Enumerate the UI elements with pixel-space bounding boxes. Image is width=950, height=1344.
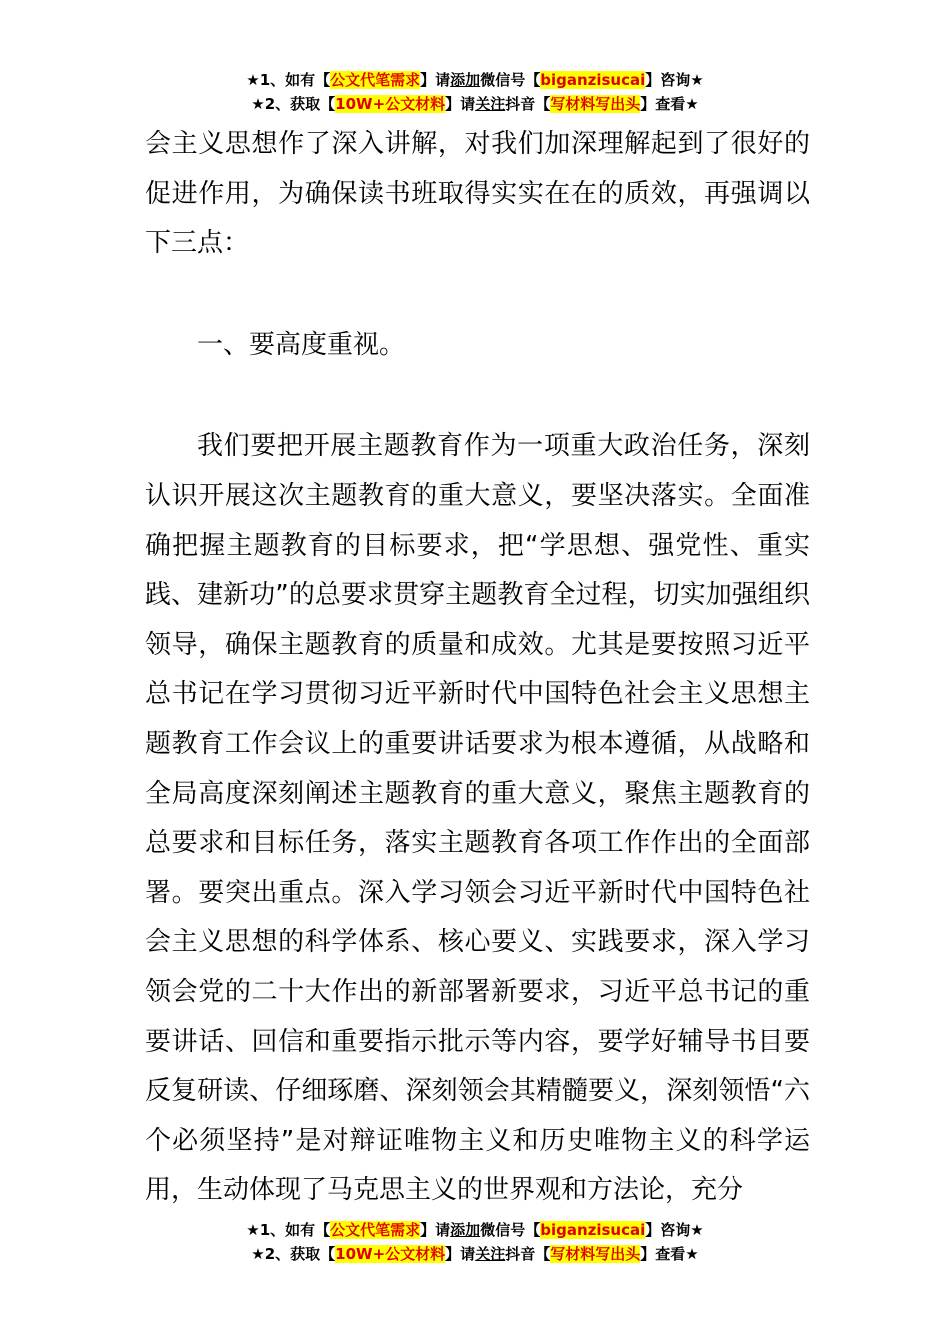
- star-icon: ★: [246, 71, 260, 89]
- banner-text: 】请: [420, 71, 451, 89]
- star-icon: ★: [251, 1245, 265, 1263]
- highlight-materials: 10W+公文材料: [335, 95, 446, 113]
- banner-text: 】请: [445, 95, 476, 113]
- highlight-douyin: 写材料写出头: [550, 95, 641, 113]
- section-heading: 一、要高度重视。: [197, 329, 406, 360]
- banner-line-1: [0, 68, 950, 92]
- banner-text: 2、获取【: [264, 95, 336, 113]
- banner-text: 】咨询: [645, 71, 691, 89]
- blank-line: [145, 269, 810, 321]
- banner-text: 微信号【: [480, 71, 541, 89]
- star-icon: ★: [690, 1221, 704, 1239]
- banner-text: 2、获取【: [264, 1245, 336, 1263]
- banner-line-1: [0, 1218, 950, 1242]
- banner-text: 】查看: [640, 1245, 686, 1263]
- banner-line-2: [0, 1242, 950, 1266]
- highlight-service: 公文代笔需求: [330, 1221, 421, 1239]
- star-icon: ★: [685, 1245, 699, 1263]
- highlight-materials: 10W+公文材料: [335, 1245, 446, 1263]
- banner-text: 1、如有【: [259, 71, 331, 89]
- star-icon: ★: [685, 95, 699, 113]
- banner-line-2: [0, 92, 950, 116]
- underline-follow: 关注: [475, 1245, 506, 1263]
- star-icon: ★: [690, 71, 704, 89]
- highlight-wechat-id: biganzisucai: [540, 71, 646, 89]
- star-icon: ★: [251, 95, 265, 113]
- banner-text: 1、如有【: [259, 1221, 331, 1239]
- document-body: [145, 120, 810, 1216]
- banner-text: 微信号【: [480, 1221, 541, 1239]
- underline-add: 添加: [450, 1221, 481, 1239]
- highlight-service: 公文代笔需求: [330, 71, 421, 89]
- underline-follow: 关注: [475, 95, 506, 113]
- footer-banner: [0, 1218, 950, 1266]
- banner-text: 抖音【: [505, 95, 551, 113]
- blank-line: [145, 370, 810, 422]
- banner-text: 】请: [420, 1221, 451, 1239]
- banner-text: 抖音【: [505, 1245, 551, 1263]
- paragraph-intro: 会主义思想作了深入讲解，对我们加深理解起到了很好的促进作用，为确保读书班取得实实在在的质效，再强调以下三点：: [145, 129, 810, 259]
- banner-text: 】咨询: [645, 1221, 691, 1239]
- header-banner: [0, 68, 950, 116]
- underline-add: 添加: [450, 71, 481, 89]
- banner-text: 】请: [445, 1245, 476, 1263]
- banner-text: 】查看: [640, 95, 686, 113]
- highlight-wechat-id: biganzisucai: [540, 1221, 646, 1239]
- paragraph-main: 我们要把开展主题教育作为一项重大政治任务，深刻认识开展这次主题教育的重大意义，要坚决落实。全面准确把握主题教育的目标要求，把“学思想、强党性、重实践、建新功”的总要求贯穿主题教育全过程，切实加强组织领导，确保主题教育的质量和成效。尤其是要按照习近平总书记在学习贯彻习近平新时代中国特色社会主义思想主题教育工作会议上的重要讲话要求为根本遵循，从战略和全局高度深刻阐述主题教育的重大意义，聚焦主题教育的总要求和目标任务，落实主题教育各项工作作出的全面部署。要突出重点。深入学习领会习近平新时代中国特色社会主义思想的科学体系、核心要义、实践要求，深入学习领会党的二十大作出的新部署新要求，习近平总书记的重要讲话、回信和重要指示批示等内容，要学好辅导书目要反复研读、仔细琢磨、深刻领会其精髓要义，深刻领悟“六个必须坚持”是对辩证唯物主义和历史唯物主义的科学运用，生动体现了马克思主义的世界观和方法论，充分: [145, 431, 810, 1206]
- star-icon: ★: [246, 1221, 260, 1239]
- highlight-douyin: 写材料写出头: [550, 1245, 641, 1263]
